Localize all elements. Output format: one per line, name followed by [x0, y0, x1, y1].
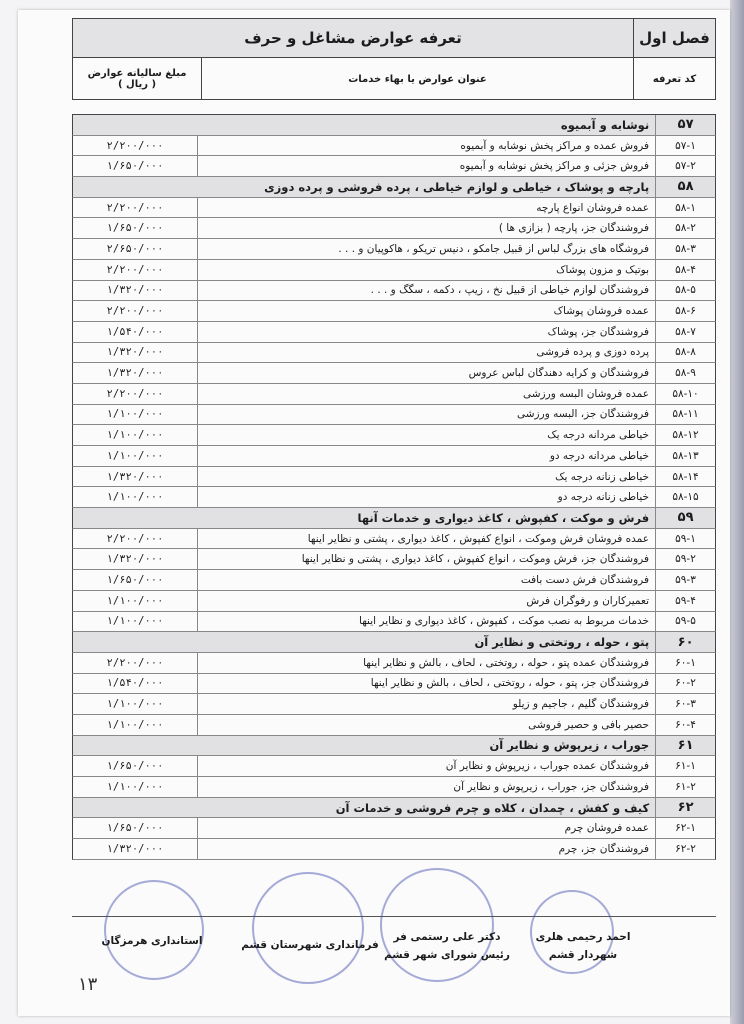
- tariff-code: ۵۸-۱۰: [655, 384, 715, 404]
- tariff-description: عمده فروشان پوشاک: [197, 301, 655, 321]
- tariff-amount: ۱/۱۰۰/۰۰۰: [106, 429, 164, 442]
- tariff-code: ۵۹-۲: [655, 549, 715, 569]
- tariff-code: ۵۸-۵: [655, 281, 715, 301]
- tariff-amount: ۱/۱۰۰/۰۰۰: [106, 718, 164, 731]
- tariff-description: کیف و کفش ، چمدان ، کلاه و چرم فروشی و خدمات آن: [335, 800, 650, 815]
- tariff-description: فروشندگان جز، پوشاک: [197, 322, 655, 342]
- stamp-seal: [252, 872, 364, 984]
- table-section-row: [72, 508, 716, 529]
- tariff-code: ۵۹-۵: [655, 612, 715, 632]
- tariff-amount: ۱/۱۰۰/۰۰۰: [106, 408, 164, 421]
- tariff-code: ۵۸-۱: [655, 198, 715, 218]
- tariff-description: فروش عمده و مراکز پخش نوشابه و آبمیوه: [197, 136, 655, 156]
- tariff-code: ۶۲-۱: [655, 818, 715, 838]
- table-row: [72, 818, 716, 839]
- tariff-description: فروشندگان گلیم ، جاجیم و زیلو: [197, 694, 655, 714]
- tariff-code: ۵۸-۱۵: [655, 487, 715, 507]
- tariff-amount: ۱/۶۵۰/۰۰۰: [106, 160, 164, 173]
- tariff-amount: ۱/۱۰۰/۰۰۰: [106, 491, 164, 504]
- tariff-amount: ۱/۱۰۰/۰۰۰: [106, 594, 164, 607]
- table-row: [72, 405, 716, 426]
- tariff-description: خیاطی مردانه درجه یک: [197, 425, 655, 445]
- tariff-amount: ۲/۶۵۰/۰۰۰: [106, 242, 164, 255]
- tariff-table: [72, 114, 716, 860]
- document-title: تعرفه عوارض مشاغل و حرف: [244, 29, 462, 47]
- tariff-amount: ۱/۳۲۰/۰۰۰: [106, 346, 164, 359]
- table-row: [72, 260, 716, 281]
- table-row: [72, 777, 716, 798]
- tariff-code: ۵۸: [655, 177, 715, 197]
- table-row: [72, 715, 716, 736]
- table-row: [72, 301, 716, 322]
- table-section-row: [72, 632, 716, 653]
- table-row: [72, 136, 716, 157]
- tariff-description: فروشندگان جز، چرم: [197, 839, 655, 859]
- table-row: [72, 198, 716, 219]
- tariff-description: فرش و موکت ، کفپوش ، کاغذ دیواری و خدمات آنها: [357, 510, 650, 525]
- table-row: [72, 839, 716, 860]
- tariff-code: ۶۲: [655, 798, 715, 818]
- table-row: [72, 343, 716, 364]
- table-row: [72, 281, 716, 302]
- tariff-description: بوتیک و مزون پوشاک: [197, 260, 655, 280]
- tariff-amount: ۱/۳۲۰/۰۰۰: [106, 367, 164, 380]
- table-row: [72, 425, 716, 446]
- tariff-code: ۵۸-۶: [655, 301, 715, 321]
- tariff-code: ۵۷: [655, 115, 715, 135]
- table-row: [72, 694, 716, 715]
- tariff-description: عمده فروشان البسه ورزشی: [197, 384, 655, 404]
- tariff-amount: ۲/۲۰۰/۰۰۰: [106, 201, 164, 214]
- tariff-code: ۶۰-۲: [655, 674, 715, 694]
- tariff-code: ۵۸-۳: [655, 239, 715, 259]
- tariff-description: فروشندگان و کرایه دهندگان لباس عروس: [197, 363, 655, 383]
- signature-governorate: فرمانداری شهرستان قشم: [241, 939, 379, 951]
- tariff-code: ۵۸-۱۳: [655, 446, 715, 466]
- tariff-code: ۶۱: [655, 736, 715, 756]
- tariff-description: تعمیرکاران و رفوگران فرش: [197, 591, 655, 611]
- tariff-code: ۵۸-۱۱: [655, 405, 715, 425]
- tariff-description: جوراب ، زیرپوش و نظایر آن: [489, 738, 650, 753]
- tariff-code: ۶۰: [655, 632, 715, 652]
- signature-mayor: احمد رحیمی هلری شهردار قشم: [535, 931, 631, 961]
- tariff-amount: ۱/۶۵۰/۰۰۰: [106, 222, 164, 235]
- column-title-header: عنوان عوارض یا بهاء خدمات: [201, 58, 633, 100]
- table-row: [72, 156, 716, 177]
- tariff-amount: ۱/۱۰۰/۰۰۰: [106, 698, 164, 711]
- tariff-description: فروشندگان جز، پتو ، حوله ، روتختی ، لحاف ، بالش و نظایر اینها: [197, 674, 655, 694]
- tariff-description: پرده دوزی و پرده فروشی: [197, 343, 655, 363]
- table-row: [72, 218, 716, 239]
- tariff-amount: ۱/۱۰۰/۰۰۰: [106, 615, 164, 628]
- table-row: [72, 591, 716, 612]
- header-columns-row: [73, 58, 715, 100]
- chapter-label: فصل اول: [633, 19, 715, 57]
- tariff-amount: ۱/۳۲۰/۰۰۰: [106, 284, 164, 297]
- signature-province: استانداری هرمزگان: [101, 935, 203, 947]
- tariff-code: ۵۹-۴: [655, 591, 715, 611]
- tariff-amount: ۲/۲۰۰/۰۰۰: [106, 532, 164, 545]
- tariff-code: ۵۸-۱۲: [655, 425, 715, 445]
- tariff-description: خیاطی زنانه درجه یک: [197, 467, 655, 487]
- tariff-amount: ۱/۱۰۰/۰۰۰: [106, 780, 164, 793]
- tariff-code: ۵۹: [655, 508, 715, 528]
- document-page: [18, 10, 730, 1016]
- tariff-code: ۵۸-۷: [655, 322, 715, 342]
- tariff-description: عمده فروشان انواع پارچه: [197, 198, 655, 218]
- table-row: [72, 529, 716, 550]
- tariff-description: نوشابه و آبمیوه: [560, 117, 650, 132]
- tariff-amount: ۱/۵۴۰/۰۰۰: [106, 325, 164, 338]
- tariff-description: خیاطی مردانه درجه دو: [197, 446, 655, 466]
- tariff-description: فروشندگان جز، فرش وموکت ، انواع کفپوش ، کاغذ دیواری ، پشتی و نظایر اینها: [197, 549, 655, 569]
- tariff-amount: ۱/۳۲۰/۰۰۰: [106, 553, 164, 566]
- stamp-seal: [104, 880, 204, 980]
- tariff-description: فروشگاه های بزرگ لباس از قبیل جامکو ، دنیس تریکو ، هاکوپیان و . . .: [197, 239, 655, 259]
- table-section-row: [72, 736, 716, 757]
- page-number: ۱۳: [78, 974, 98, 995]
- tariff-amount: ۲/۲۰۰/۰۰۰: [106, 139, 164, 152]
- table-row: [72, 446, 716, 467]
- tariff-code: ۶۱-۱: [655, 756, 715, 776]
- tariff-description: پارچه و پوشاک ، خیاطی و لوازم خیاطی ، پرده فروشی و پرده دوزی: [264, 179, 650, 194]
- table-row: [72, 239, 716, 260]
- tariff-description: عمده فروشان فرش وموکت ، انواع کفپوش ، کاغذ دیواری ، پشتی و نظایر اینها: [197, 529, 655, 549]
- table-row: [72, 549, 716, 570]
- tariff-amount: ۱/۶۵۰/۰۰۰: [106, 760, 164, 773]
- table-row: [72, 756, 716, 777]
- tariff-code: ۶۰-۱: [655, 653, 715, 673]
- table-row: [72, 570, 716, 591]
- tariff-code: ۵۸-۲: [655, 218, 715, 238]
- table-row: [72, 322, 716, 343]
- tariff-description: حصیر بافی و حصیر فروشی: [197, 715, 655, 735]
- column-code-header: کد تعرفه: [633, 58, 715, 100]
- book-spine: [730, 0, 744, 1024]
- tariff-description: فروشندگان لوازم خیاطی از قبیل نخ ، زیپ ، دکمه ، سگگ و . . .: [197, 281, 655, 301]
- tariff-description: فروشندگان جز، پارچه ( بزازی ها ): [197, 218, 655, 238]
- tariff-amount: ۱/۵۴۰/۰۰۰: [106, 677, 164, 690]
- tariff-description: خدمات مربوط به نصب موکت ، کفپوش ، کاغذ دیواری و نظایر اینها: [197, 612, 655, 632]
- tariff-description: خیاطی زنانه درجه دو: [197, 487, 655, 507]
- column-amount-header: مبلغ سالیانه عوارض ( ریال ): [87, 68, 187, 90]
- tariff-amount: ۱/۶۵۰/۰۰۰: [106, 822, 164, 835]
- tariff-code: ۵۸-۹: [655, 363, 715, 383]
- tariff-amount: ۱/۳۲۰/۰۰۰: [106, 842, 164, 855]
- table-row: [72, 674, 716, 695]
- tariff-amount: ۱/۱۰۰/۰۰۰: [106, 449, 164, 462]
- tariff-amount: ۲/۲۰۰/۰۰۰: [106, 656, 164, 669]
- tariff-code: ۶۲-۲: [655, 839, 715, 859]
- header-title-row: [73, 19, 715, 58]
- tariff-amount: ۱/۳۲۰/۰۰۰: [106, 470, 164, 483]
- stamp-seal: [380, 868, 494, 982]
- tariff-amount: ۲/۲۰۰/۰۰۰: [106, 263, 164, 276]
- tariff-amount: ۲/۲۰۰/۰۰۰: [106, 387, 164, 400]
- tariff-code: ۵۹-۱: [655, 529, 715, 549]
- tariff-description: فروش جزئی و مراکز پخش نوشابه و آبمیوه: [197, 156, 655, 176]
- tariff-code: ۵۸-۱۴: [655, 467, 715, 487]
- tariff-code: ۵۷-۲: [655, 156, 715, 176]
- table-row: [72, 467, 716, 488]
- tariff-description: پتو ، حوله ، روتختی و نظایر آن: [474, 635, 650, 650]
- tariff-description: فروشندگان جز، البسه ورزشی: [197, 405, 655, 425]
- header-table: [72, 18, 716, 100]
- table-row: [72, 612, 716, 633]
- table-row: [72, 487, 716, 508]
- tariff-code: ۵۸-۴: [655, 260, 715, 280]
- table-section-row: [72, 115, 716, 136]
- tariff-amount: ۲/۲۰۰/۰۰۰: [106, 305, 164, 318]
- tariff-description: فروشندگان عمده پتو ، حوله ، روتختی ، لحاف ، بالش و نظایر اینها: [197, 653, 655, 673]
- table-section-row: [72, 177, 716, 198]
- tariff-code: ۵۹-۳: [655, 570, 715, 590]
- tariff-description: فروشندگان عمده جوراب ، زیرپوش و نظایر آن: [197, 756, 655, 776]
- tariff-code: ۶۱-۲: [655, 777, 715, 797]
- table-section-row: [72, 798, 716, 819]
- tariff-code: ۵۷-۱: [655, 136, 715, 156]
- tariff-code: ۶۰-۳: [655, 694, 715, 714]
- signature-council-head: دکتر علی رستمی فر رئیس شورای شهر قشم: [384, 931, 510, 961]
- tariff-code: ۵۸-۸: [655, 343, 715, 363]
- table-row: [72, 363, 716, 384]
- tariff-description: فروشندگان جز، جوراب ، زیرپوش و نظایر آن: [197, 777, 655, 797]
- tariff-amount: ۱/۶۵۰/۰۰۰: [106, 573, 164, 586]
- table-row: [72, 653, 716, 674]
- tariff-description: عمده فروشان چرم: [197, 818, 655, 838]
- tariff-description: فروشندگان فرش دست بافت: [197, 570, 655, 590]
- tariff-code: ۶۰-۴: [655, 715, 715, 735]
- table-row: [72, 384, 716, 405]
